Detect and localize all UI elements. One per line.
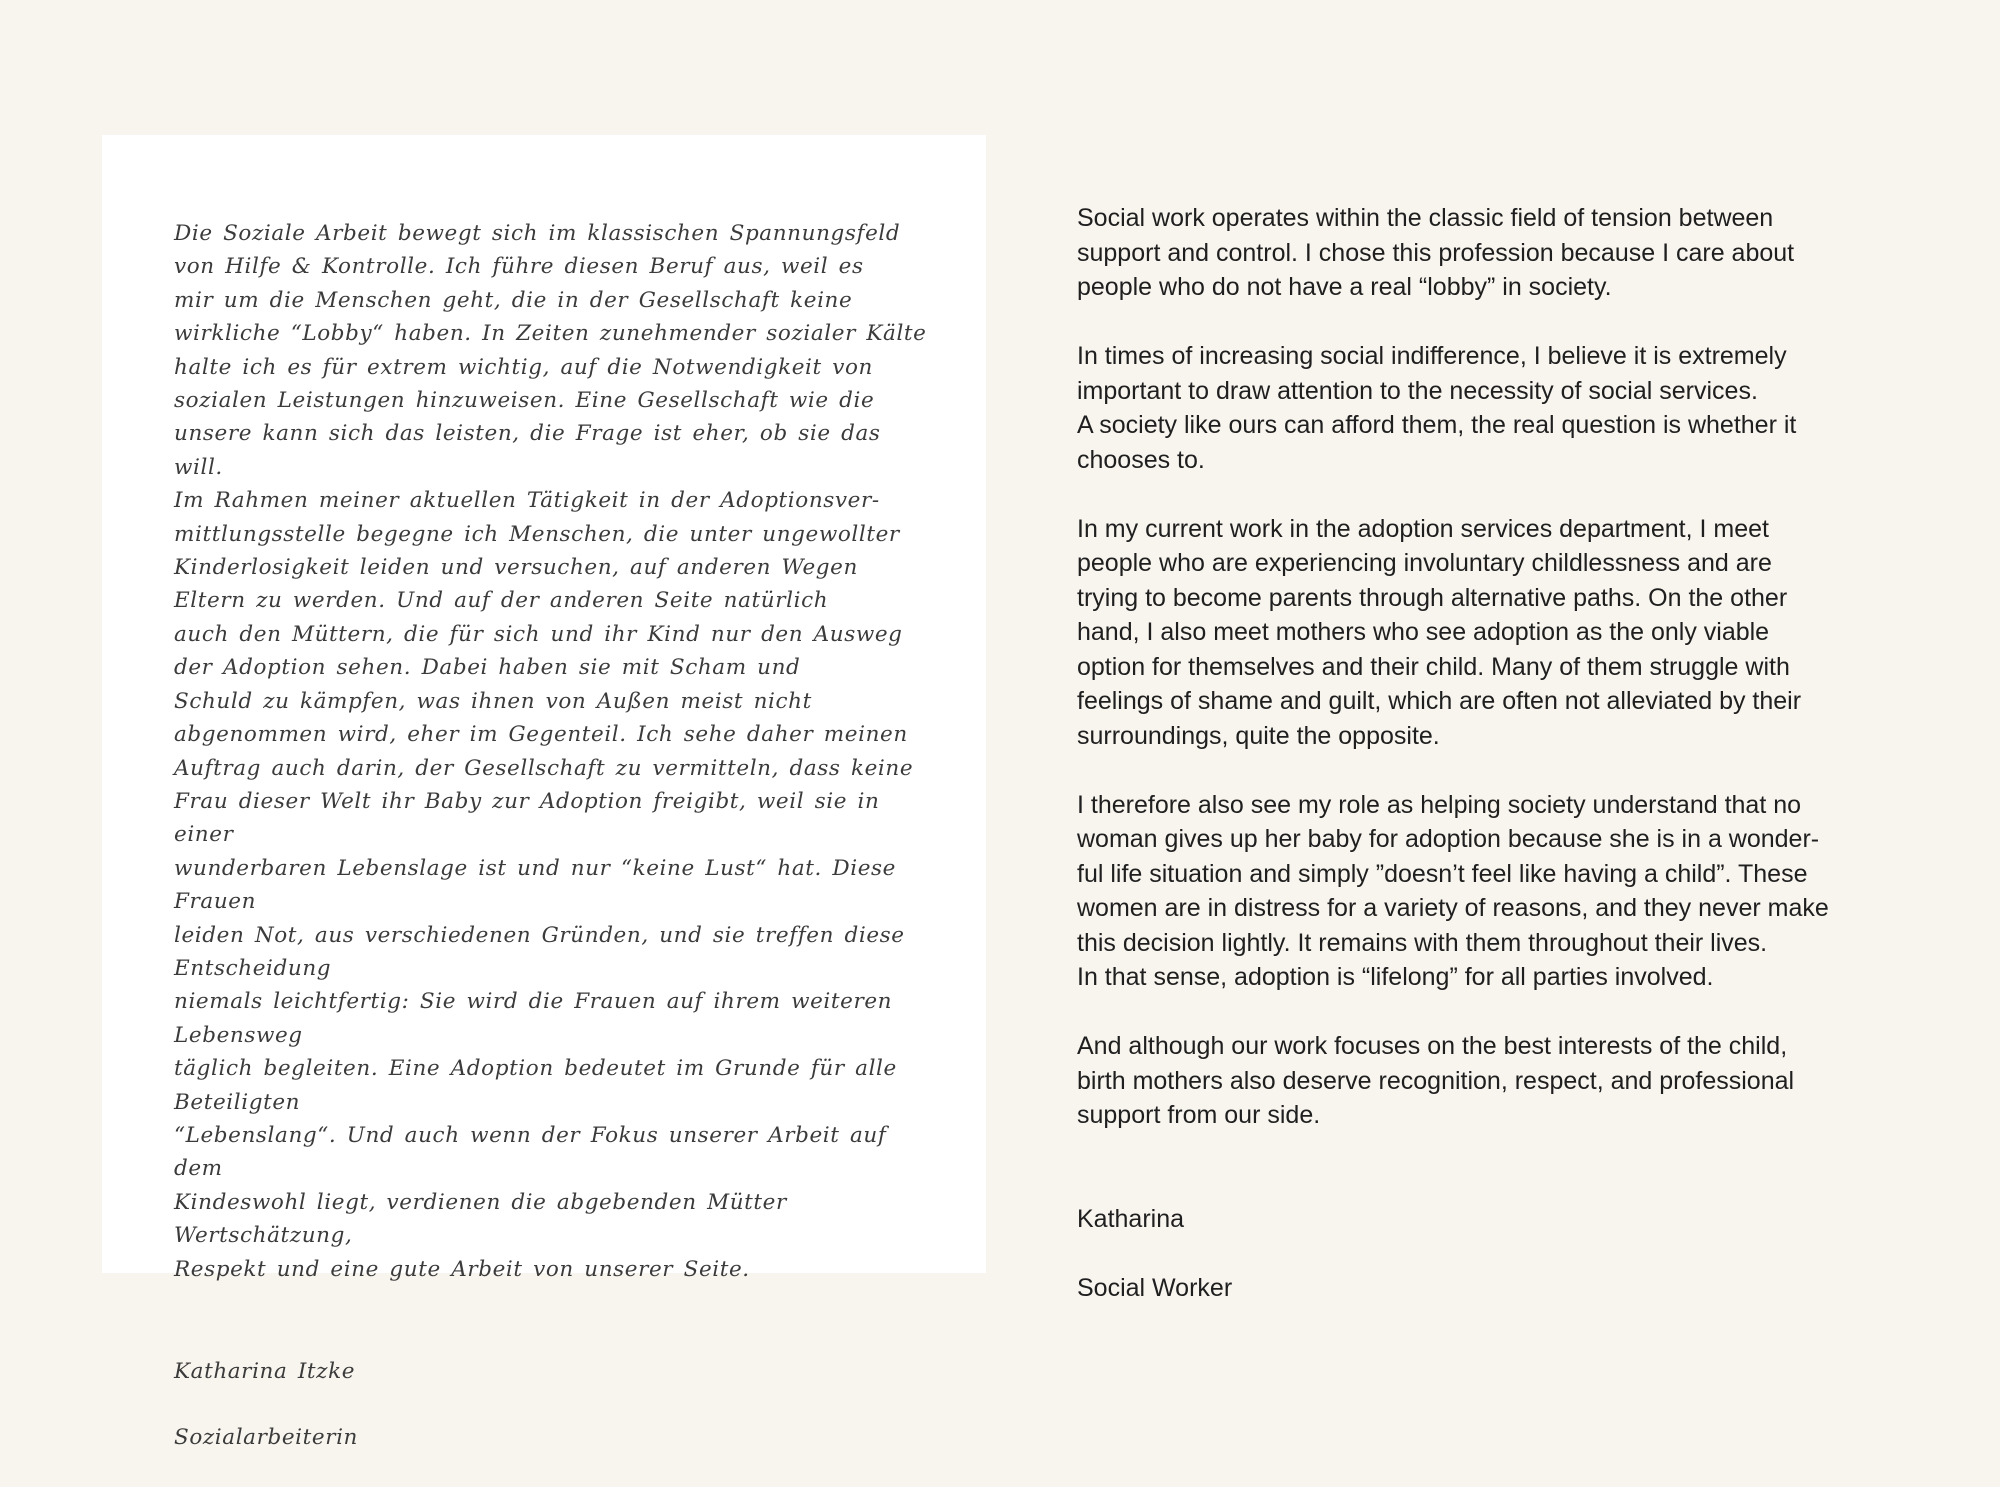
handwritten-text	[174, 217, 934, 1487]
handwritten-signature-block	[174, 1322, 934, 1487]
english-translation	[1077, 201, 1907, 1340]
translation-paragraph-3: In my current work in the adoption services department, I meet people who are experiencing involuntary childlessness and are trying to become parents through alternative paths. On the other hand, I also meet mothers who see adoption as the only viable option for themselves and their child. Many of them struggle with feelings of shame and guilt, which are often not alleviated by their surroundings, quite the opposite.	[1077, 514, 1802, 750]
handwritten-signature-name: Katharina Itzke	[174, 1359, 356, 1384]
translation-paragraph-1: Social work operates within the classic field of tension between support and control. I chose this profession because I care about people who do not have a real “lobby” in society.	[1077, 204, 1795, 301]
translation-signature-block	[1077, 1167, 1907, 1340]
translation-paragraph-5: And although our work focuses on the best interests of the child, birth mothers also deserve recognition, respect, and professional support from our side.	[1077, 1032, 1795, 1129]
handwritten-paragraph-1: Die Soziale Arbeit bewegt sich im klassischen Spannungsfeld von Hilfe & Kontrolle. Ich führe diesen Beruf aus, weil es mir um die Menschen geht, die in der Gesellschaft keine wirkliche “Lobby“ haben. In Zeiten zunehmender sozialer Kälte halte ich es für extrem wichtig, auf die Notwendigkeit von sozialen Leistungen hinzuweisen. Eine Gesellschaft wie die unsere kann sich das leisten, die Frage ist eher, ob sie das will.	[174, 221, 927, 480]
handwritten-letter-page	[102, 135, 986, 1450]
translation-signature-role: Social Worker	[1077, 1273, 1233, 1302]
handwritten-paragraph-2: Im Rahmen meiner aktuellen Tätigkeit in der Adoptionsver- mittlungsstelle begegne ich Menschen, die unter ungewollter Kinderlosigkeit leiden und versuchen, auf anderen Wegen Eltern zu werden. Und auf der anderen Seite natürlich auch den Müttern, die für sich und ihr Kind nur den Ausweg der Adoption sehen. Dabei haben sie mit Scham und Schuld zu kämpfen, was ihnen von Außen meist nicht abgenommen wird, eher im Gegenteil. Ich sehe daher meinen Auftrag auch darin, der Gesellschaft zu vermitteln, dass keine Frau dieser Welt ihr Baby zur Adoption freigibt, weil sie in einer wunderbaren Lebenslage ist und nur “keine Lust“ hat. Diese Frauen leiden Not, aus verschiedenen Gründen, und sie treffen diese Entscheidung niemals leichtfertig: Sie wird die Frauen auf ihrem weiteren Lebensweg täglich begleiten. Eine Adoption bedeutet im Grunde für alle Beteiligten “Lebenslang“. Und auch wenn der Fokus unserer Arbeit auf dem Kindeswohl liegt, verdienen die abgebenden Mütter Wertschätzung, Respekt und eine gute Arbeit von unserer Seite.	[174, 488, 914, 1282]
translation-paragraph-2: In times of increasing social indifference, I believe it is extremely important to draw attention to the necessity of social services. A society like ours can afford them, the real question is whether it chooses to.	[1077, 342, 1797, 474]
translation-paragraph-4: I therefore also see my role as helping society understand that no woman gives up her baby for adoption because she is in a wonder- ful life situation and simply ”doesn’t feel like having a child”. These women are in distress for a variety of reasons, and they never make this decision lightly. It remains with them throughout their lives. In that sense, adoption is “lifelong” for all parties involved.	[1077, 790, 1829, 991]
translation-signature-name: Katharina	[1077, 1204, 1185, 1233]
handwritten-signature-role: Sozialarbeiterin	[174, 1425, 358, 1450]
